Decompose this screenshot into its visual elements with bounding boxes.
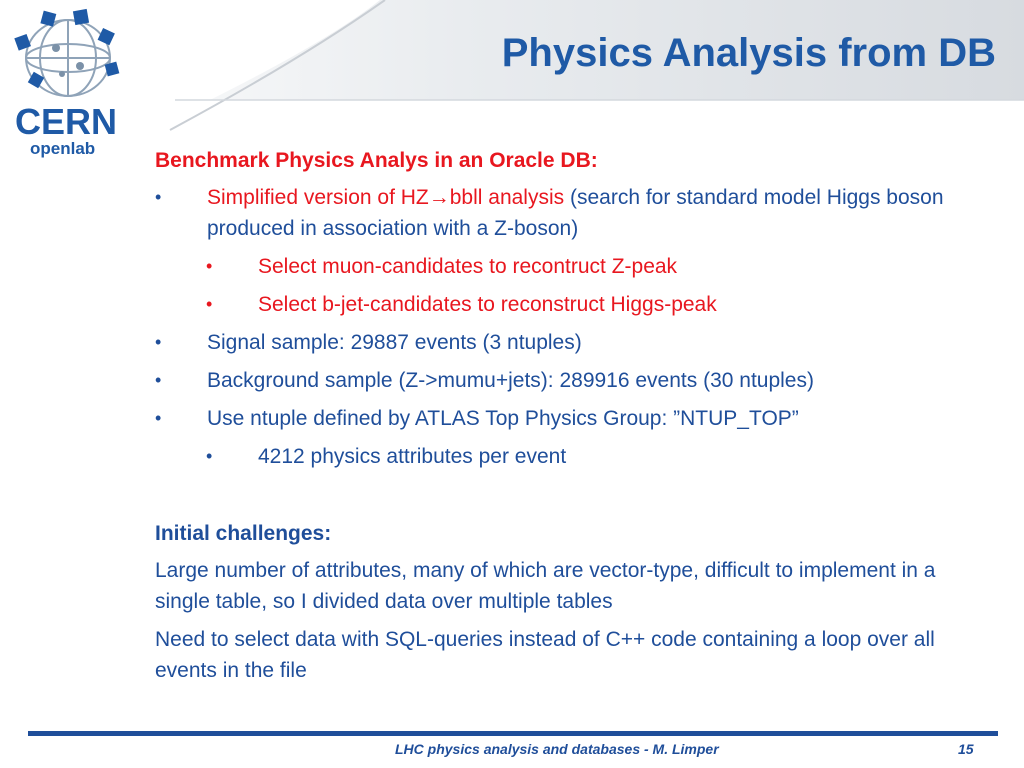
bullet-red-text: Simplified version of HZ: [207, 186, 429, 209]
bullet-text: Background sample (Z->mumu+jets): 289916 events (30 ntuples): [207, 369, 814, 392]
right-arrow-icon: →: [428, 186, 450, 209]
bullet-icon: •: [206, 446, 213, 466]
cern-openlab-logo: [10, 8, 135, 158]
page-number: 15: [958, 741, 974, 757]
sub-bullet-item: [155, 289, 985, 320]
challenge-paragraph: Large number of attributes, many of which are vector-type, difficult to implement in a single table, so I divided data over multiple tables: [155, 559, 936, 613]
sub-bullet-text: 4212 physics attributes per event: [258, 445, 567, 468]
bullet-text: Use ntuple defined by ATLAS Top Physics Group: ”NTUP_TOP”: [207, 407, 799, 430]
sub-bullet-item: [155, 441, 985, 472]
cern-emblem-icon: [10, 8, 135, 103]
bullet-icon: •: [155, 187, 162, 207]
bullet-icon: •: [155, 408, 162, 428]
bullet-red-text-after: bbll analysis: [449, 186, 565, 209]
slide-title: Physics Analysis from DB: [501, 31, 996, 75]
bullet-item: [155, 365, 985, 396]
sub-bullet-text: Select muon-candidates to recontruct Z-peak: [258, 255, 678, 278]
logo-openlab-text: openlab: [30, 139, 96, 158]
bullet-icon: •: [155, 370, 162, 390]
benchmark-heading: Benchmark Physics Analys in an Oracle DB:: [155, 149, 598, 172]
challenge-paragraph: Need to select data with SQL-queries instead of C++ code containing a loop over all events in the file: [155, 628, 935, 682]
header-swoosh: [0, 0, 1024, 160]
slide-content: [155, 145, 985, 693]
sub-bullet-text: Select b-jet-candidates to reconstruct Higgs-peak: [258, 293, 717, 316]
bullet-icon: •: [206, 256, 213, 276]
footer-divider: [28, 731, 998, 736]
bullet-text: Signal sample: 29887 events (3 ntuples): [207, 331, 582, 354]
bullet-item: [155, 182, 985, 244]
sub-bullet-item: [155, 251, 985, 282]
logo-cern-text: CERN: [15, 101, 118, 142]
bullet-item: [155, 403, 985, 434]
footer-text: LHC physics analysis and databases - M. Limper: [395, 741, 719, 757]
bullet-icon: •: [155, 332, 162, 352]
challenges-heading: Initial challenges:: [155, 522, 332, 545]
bullet-blue-text: (search for standard model Higgs boson produced in association with a Z-boson): [207, 186, 944, 240]
bullet-icon: •: [206, 294, 213, 314]
bullet-item: [155, 327, 985, 358]
